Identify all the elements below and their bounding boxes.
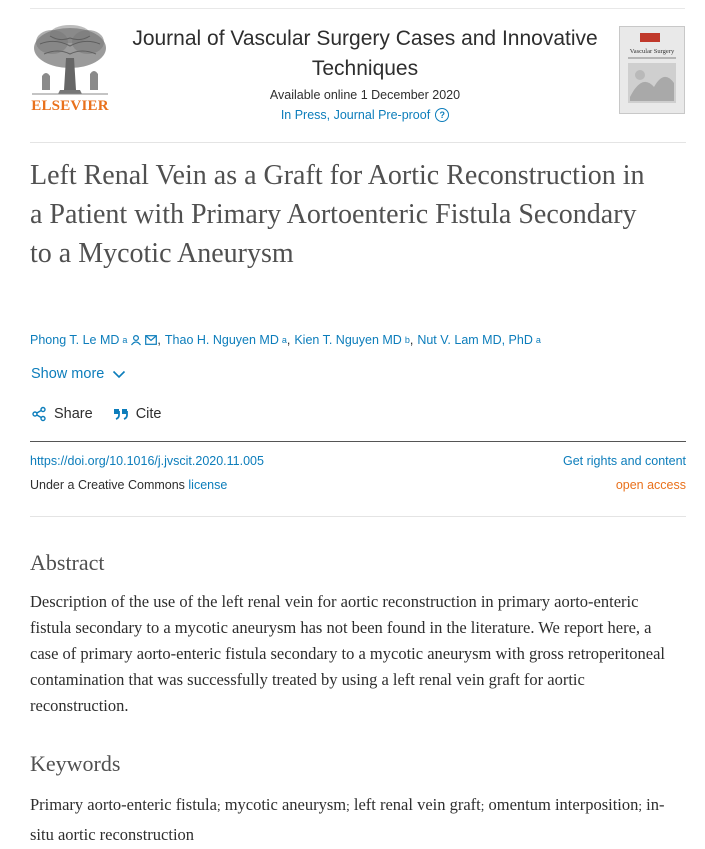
journal-info <box>120 24 610 122</box>
cite-label: Cite <box>135 406 162 422</box>
share-icon <box>31 406 47 422</box>
status-label: In Press, Journal Pre-proof <box>280 108 431 122</box>
share-button[interactable] <box>31 406 93 422</box>
quote-icon <box>113 407 129 421</box>
author-link[interactable]: Phong T. Le MD <box>30 333 120 347</box>
license-link[interactable]: license <box>188 478 228 492</box>
author-separator: , <box>409 333 414 347</box>
author-link[interactable]: Nut V. Lam MD, PhD <box>417 333 533 347</box>
license-prefix: Under a Creative Commons <box>30 478 185 492</box>
elsevier-logo[interactable] <box>30 24 110 120</box>
email-icon[interactable] <box>145 335 157 345</box>
cover-thumbnail-icon <box>620 27 684 113</box>
keyword-separator: ; <box>480 798 485 813</box>
author-list <box>30 333 686 347</box>
show-more-button[interactable] <box>31 366 126 382</box>
header-divider <box>30 142 686 143</box>
cover-journal-name: Vascular Surgery <box>629 48 675 55</box>
top-border <box>30 8 685 9</box>
abstract-text: Description of the use of the left renal vein for aortic reconstruction in primary aorto-enteric fistula secondary to a mycotic aneurysm has not been found in the literature. We report here, a case of primary aorto-enteric fistula secondary to a mycotic aneurysm with gross retroperitoneal contamination that was successfully treated by using a left renal vein graft for aortic reconstruction. <box>30 592 666 715</box>
journal-title-link[interactable]: Journal of Vascular Surgery Cases and Innovative Techniques <box>132 27 598 80</box>
cite-button[interactable] <box>113 406 162 422</box>
open-access-badge: open access <box>615 478 686 492</box>
share-label: Share <box>54 406 93 422</box>
keyword-separator: ; <box>638 798 643 813</box>
keyword: in-situ aortic reconstruction <box>30 795 665 844</box>
keywords-list <box>30 790 670 849</box>
help-icon[interactable]: ? <box>435 108 449 122</box>
author-link[interactable]: Thao H. Nguyen MD <box>164 333 279 347</box>
abstract-heading: Abstract <box>30 550 105 575</box>
journal-cover-image[interactable] <box>619 26 685 114</box>
keyword: mycotic aneurysm <box>224 795 347 814</box>
license-row <box>30 478 686 492</box>
person-icon[interactable] <box>130 334 142 346</box>
author-affiliation[interactable]: a <box>122 335 128 345</box>
doi-link[interactable]: https://doi.org/10.1016/j.jvscit.2020.11.005 <box>30 454 264 468</box>
available-online-date: Available online 1 December 2020 <box>269 88 461 102</box>
author-separator: , <box>286 333 291 347</box>
keyword-separator: ; <box>216 798 221 813</box>
journal-header <box>30 24 686 134</box>
show-more-label: Show more <box>31 366 105 382</box>
author-affiliation[interactable]: b <box>404 335 410 345</box>
meta-divider <box>30 516 686 517</box>
author-link[interactable]: Kien T. Nguyen MD <box>294 333 402 347</box>
author-affiliation[interactable]: a <box>281 335 287 345</box>
keyword: Primary aorto-enteric fistula <box>30 795 217 814</box>
elsevier-tree-icon <box>30 24 110 96</box>
keyword: omentum interposition <box>488 795 639 814</box>
author-separator: , <box>157 333 161 347</box>
chevron-down-icon <box>112 370 126 379</box>
keyword-separator: ; <box>346 798 350 813</box>
article-actions <box>31 406 162 422</box>
publication-status[interactable] <box>120 108 610 122</box>
elsevier-wordmark: ELSEVIER <box>31 98 109 114</box>
keyword: left renal vein graft <box>353 795 481 814</box>
rights-link[interactable]: Get rights and content <box>563 454 686 468</box>
actions-divider <box>30 441 686 442</box>
keywords-heading: Keywords <box>30 751 121 776</box>
author-affiliation[interactable]: a <box>535 335 541 345</box>
article-title: Left Renal Vein as a Graft for Aortic Reconstruction in a Patient with Primary Aortoenteric Fistula Secondary to a Mycotic Aneurysm <box>30 160 645 269</box>
